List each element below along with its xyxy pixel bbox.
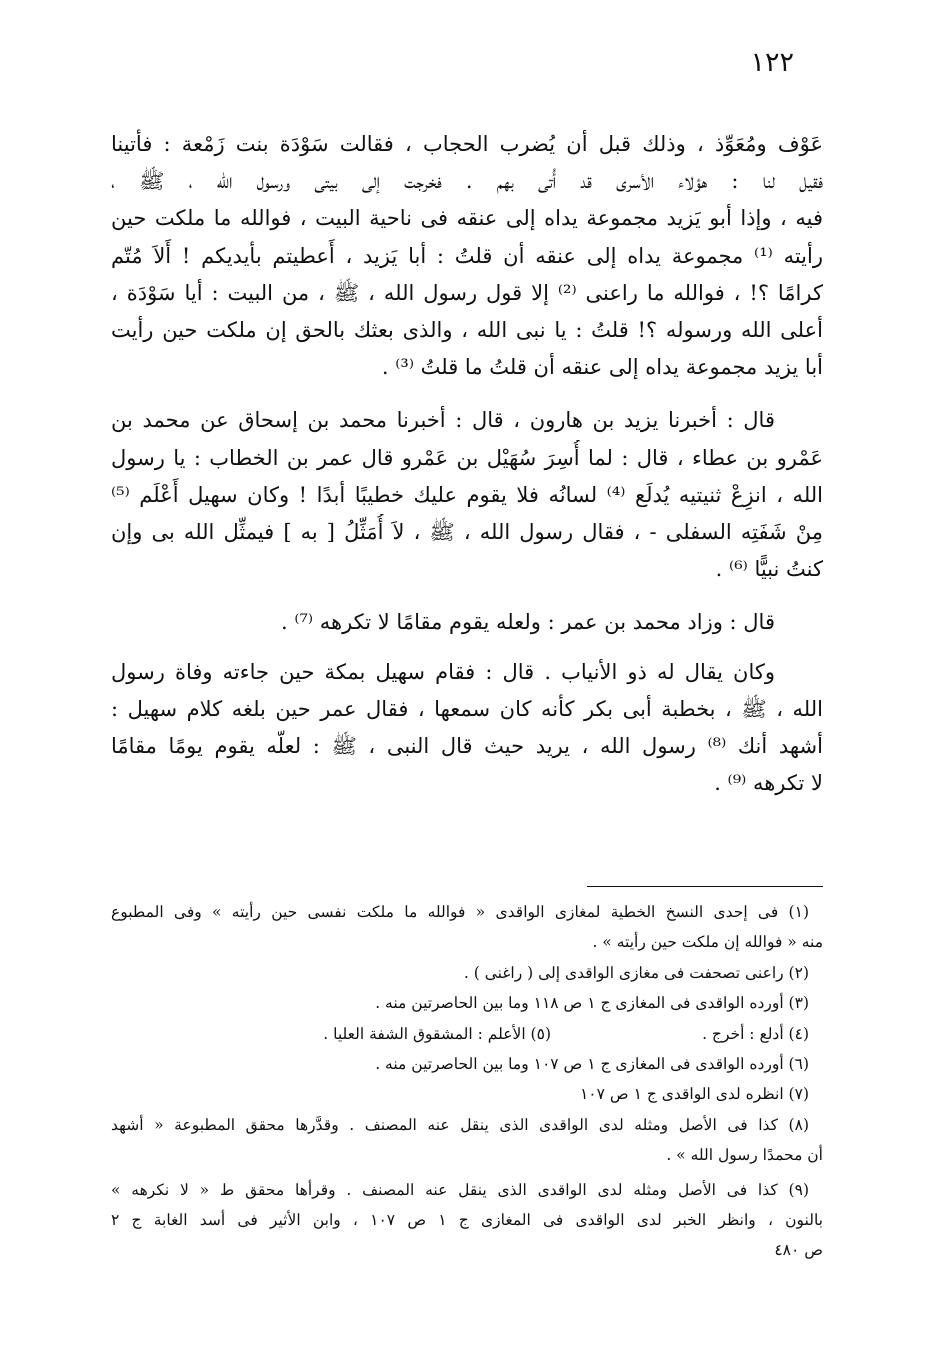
footnotes: [111, 897, 823, 1266]
footnote-3: (٣) أورده الواقدى فى المغازى ج ١ ص ١١٨ وما بين الحاصرتين منه .: [375, 994, 809, 1013]
text-line: قال : أخبرنا يزيد بن هارون ، قال : أخبرنا محمد بن إسحاق عن محمد بن: [111, 408, 775, 433]
footnote-divider: [587, 886, 823, 887]
text-line: لا تكرهه ⁽⁹⁾ .: [714, 771, 823, 796]
text-line: عَمْرو بن عطاء ، قال : لما أُسِرَ سُهَيْل بن عَمْرو قال عمر بن الخطاب : يا رسول: [111, 445, 823, 470]
footnote-9: (٩) كذا فى الأصل ومثله لدى الواقدى الذى ينقل عنه المصنف . وقرأها محقق ط « لا نكرهه »: [111, 1180, 809, 1199]
footnote-1: (١) فى إحدى النسخ الخطية لمغازى الواقدى « فوالله ما ملكت نفسى حين رأيته » وفى المطبوع: [111, 903, 809, 921]
footnote-8-cont: أن محمدًا رسول الله » .: [666, 1146, 823, 1165]
text-line: رأيته ⁽¹⁾ مجموعة يداه إلى عنقه أن قلتُ : أبا يَزيد ، أَعطيتم بأيديكم ! أَلاَ مُتّم: [111, 243, 823, 268]
footnote-2: (٢) راعنى تصحفت فى مغازى الواقدى إلى ( راغنى ) .: [463, 963, 809, 982]
footnote-9-cont: بالنون ، وانظر الخبر لدى الواقدى فى المغازى ج ١ ص ١٠٧ ، وابن الأثير فى أسد الغابة ج ٢: [111, 1211, 823, 1230]
text-line: كنتُ نبيًّا ⁽⁶⁾ .: [715, 557, 823, 582]
text-line: فيه ، وإذا أبو يَزيد مجموعة يداه إلى عنقه فى ناحية البيت ، فوالله ما ملكت حين: [111, 206, 823, 231]
text-line: عَوْف ومُعَوِّذ ، وذلك قبل أن يُضرب الحجاب ، فقالت سَوْدَة بنت زَمْعة : فأتينا: [111, 132, 823, 156]
text-line: الله ، انزِعْ ثنيتيه يُدلَع ⁽⁴⁾ لسانُه فلا يقوم عليك خطيبًا أبدًا ! وكان سهيل أَعْلَم ⁽⁵⁾: [111, 482, 823, 507]
text-line: وكان يقال له ذو الأنياب . قال : فقام سهيل بمكة حين جاءته وفاة رسول: [111, 659, 775, 684]
paragraph-sawda: [111, 126, 823, 386]
footnote-4: (٤) أدلع : أخرج .: [702, 1024, 809, 1043]
footnote-1-cont: منه « فوالله إن ملكت حين رأيته » .: [592, 933, 823, 952]
text-line: أعلى الله ورسوله ؟! قلتُ : يا نبى الله ، والذى بعثك بالحق إن ملكت حين رأيت: [111, 318, 823, 343]
text-line: أبا يزيد مجموعة يداه إلى عنقه أن قلتُ ما قلتُ ⁽³⁾ .: [381, 355, 823, 380]
footnote-6: (٦) أورده الواقدى فى المغازى ج ١ ص ١٠٧ وما بين الحاصرتين منه .: [375, 1055, 809, 1074]
text-line: قال : وزاد محمد بن عمر : ولعله يقوم مقامًا لا تكرهه ⁽⁷⁾ .: [280, 610, 775, 635]
footnote-8: (٨) كذا فى الأصل ومثله لدى الواقدى الذى ينقل عنه المصنف . وقدَّرها محقق المطبوعة « أشهد: [111, 1115, 809, 1134]
text-line: الله ، ﷺ ، بخطبة أبى بكر كأنه كان سمعها ، فقال عمر حين بلغه كلام سهيل :: [111, 696, 823, 721]
main-text: [111, 126, 823, 818]
text-line: فقيل لنا : هؤلاء الأسرى قد أُتى بهم . فخرجت إلى بيتى ورسول الله ، ﷺ ،: [111, 169, 823, 194]
footnote-5: (٥) الأعلم : المشقوق الشفة العليا .: [323, 1024, 551, 1043]
paragraph-dhu-al-anyab: [111, 654, 823, 803]
text-line: أشهد أنك ⁽⁸⁾ رسول الله ، يريد حيث قال النبى ، ﷺ : لعلّه يقوم يومًا مقامًا: [111, 734, 823, 759]
footnote-7: (٧) انظره لدى الواقدى ج ١ ص ١٠٧: [579, 1085, 809, 1104]
footnote-row-4-5: [111, 1019, 823, 1049]
text-line: كرامًا ؟! ، فوالله ما راعنى ⁽²⁾ إلا قول رسول الله ، ﷺ ، من البيت : أيا سَوْدَة ،: [111, 280, 823, 305]
paragraph-ibn-umar: [111, 604, 823, 641]
text-line: مِنْ شَفَتِه السفلى - ، فقال رسول الله ، ﷺ ، لاَ أُمَثِّلُ [ به ] فيمثِّل الله بى وإن: [111, 520, 823, 545]
page-number: ١٢٢: [750, 47, 794, 78]
paragraph-suhayl: [111, 402, 823, 588]
footnote-9-cont: ص ٤٨٠: [774, 1241, 823, 1260]
